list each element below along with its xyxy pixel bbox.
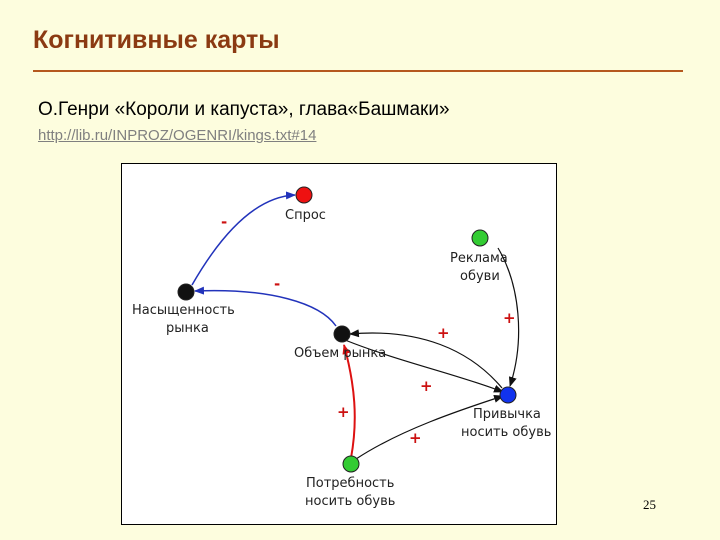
label-potrebnost-line1: Потребность: [306, 476, 395, 491]
node-potrebnost: [343, 456, 359, 472]
node-obyem: [334, 326, 350, 342]
label-nasyshchennost-line1: Насыщенность: [132, 303, 235, 318]
label-reklama-line1: Реклама: [450, 251, 508, 266]
sign-reklama-privychka: +: [503, 309, 516, 327]
label-obyem: Объем рынка: [294, 346, 387, 361]
sign-obyem-nasyshchennost: -: [274, 275, 281, 293]
node-spros: [296, 187, 312, 203]
label-potrebnost-line2: носить обувь: [305, 494, 396, 509]
label-privychka-line2: носить обувь: [461, 425, 552, 440]
slide-subtitle: О.Генри «Короли и капуста», глава«Башмаки»: [38, 99, 450, 120]
edge-nasyshchennost-to-spros: [192, 195, 295, 285]
source-link[interactable]: http://lib.ru/INPROZ/OGENRI/kings.txt#14: [38, 127, 317, 144]
slide-title: Когнитивные карты: [33, 26, 280, 54]
label-nasyshchennost-line2: рынка: [166, 321, 209, 336]
label-privychka-line1: Привычка: [473, 407, 541, 422]
sign-potrebnost-privychka: +: [409, 429, 422, 447]
sign-privychka-obyem: +: [437, 324, 450, 342]
node-privychka: [500, 387, 516, 403]
page-number: 25: [643, 497, 656, 512]
node-nasyshchennost: [178, 284, 194, 300]
node-reklama: [472, 230, 488, 246]
edge-potrebnost-to-obyem: [344, 345, 355, 458]
label-spros: Спрос: [285, 208, 326, 223]
sign-obyem-privychka: +: [420, 377, 433, 395]
sign-nasyshchennost-spros: -: [221, 213, 228, 231]
label-reklama-line2: обуви: [460, 269, 500, 284]
sign-potrebnost-obyem: +: [337, 403, 350, 421]
